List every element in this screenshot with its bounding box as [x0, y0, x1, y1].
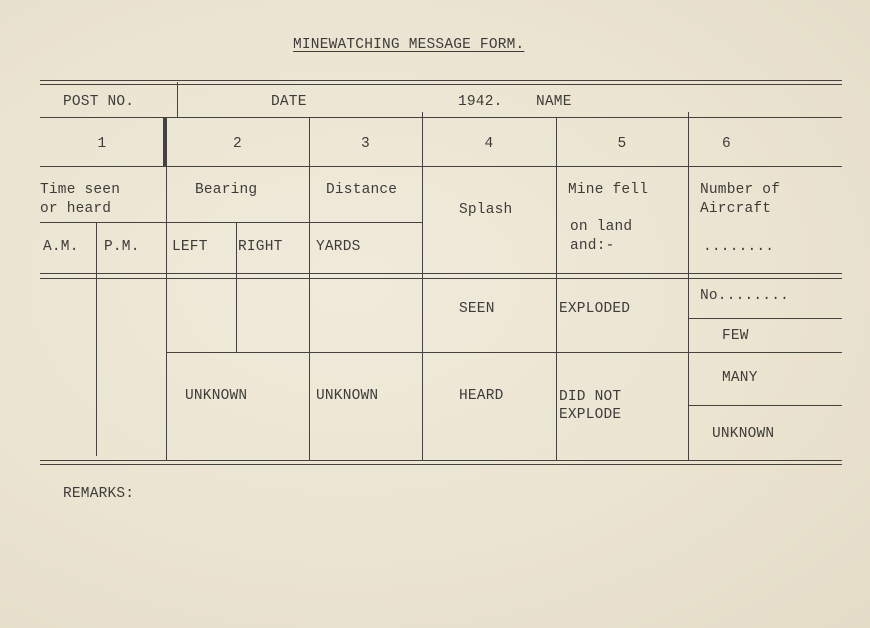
label-section-bottom-line-2 — [40, 278, 842, 279]
left-label: LEFT — [172, 239, 208, 255]
column-number-3: 3 — [361, 136, 370, 152]
col1-col2-divider-lower — [166, 166, 167, 460]
seen-option: SEEN — [459, 301, 495, 317]
year-label: 1942. — [458, 94, 503, 110]
bearing-label: Bearing — [195, 182, 258, 198]
col2-col3-divider — [309, 117, 310, 460]
form-title: MINEWATCHING MESSAGE FORM. — [293, 37, 525, 53]
table-top-line-2 — [40, 84, 842, 85]
few-option: FEW — [722, 328, 749, 344]
time-seen-label: Time seen — [40, 182, 121, 198]
date-label: DATE — [271, 94, 307, 110]
and-label: and:- — [570, 238, 615, 254]
did-not-option-line1: DID NOT — [559, 389, 622, 405]
many-option: MANY — [722, 370, 758, 386]
mine-fell-label: Mine fell — [568, 182, 649, 198]
or-heard-label: or heard — [40, 201, 112, 217]
distance-unknown-option: UNKNOWN — [316, 388, 379, 404]
distance-label: Distance — [326, 182, 398, 198]
table-top-line — [40, 80, 842, 81]
heard-option: HEARD — [459, 388, 504, 404]
aircraft-dots: ........ — [703, 239, 775, 255]
number-row-bottom-line — [40, 166, 842, 167]
name-label: NAME — [536, 94, 572, 110]
left-right-divider — [236, 222, 237, 352]
aircraft-unknown-option: UNKNOWN — [712, 426, 775, 442]
column-number-6: 6 — [722, 136, 731, 152]
number-of-label: Number of — [700, 182, 781, 198]
post-no-label: POST NO. — [63, 94, 135, 110]
label-section-bottom-line — [40, 273, 842, 274]
col4-col5-divider — [556, 117, 557, 460]
yards-label: YARDS — [316, 239, 361, 255]
aircraft-label: Aircraft — [700, 201, 772, 217]
col5-col6-divider — [688, 112, 689, 460]
exploded-option: EXPLODED — [559, 301, 631, 317]
table-bottom-line-2 — [40, 464, 842, 465]
bearing-unknown-option: UNKNOWN — [185, 388, 248, 404]
middle-row-line — [166, 352, 842, 353]
am-label: A.M. — [43, 239, 79, 255]
col3-col4-divider — [422, 112, 423, 460]
column-number-1: 1 — [97, 136, 107, 152]
did-not-option-line2: EXPLODE — [559, 407, 622, 423]
pm-label: P.M. — [104, 239, 140, 255]
header-bottom-line — [40, 117, 842, 118]
remarks-label: REMARKS: — [63, 486, 135, 502]
aircraft-no-option: No........ — [700, 288, 790, 304]
splash-label: Splash — [459, 202, 513, 218]
column-number-5: 5 — [617, 136, 627, 152]
label-row-line-left — [40, 222, 422, 223]
col6-no-line — [688, 318, 842, 319]
column-number-4: 4 — [484, 136, 494, 152]
table-bottom-line — [40, 460, 842, 461]
right-label: RIGHT — [238, 239, 283, 255]
header-post-divider — [177, 82, 178, 117]
col6-many-line — [688, 405, 842, 406]
am-pm-divider — [96, 222, 97, 456]
on-land-label: on land — [570, 219, 633, 235]
column-number-2: 2 — [233, 136, 242, 152]
